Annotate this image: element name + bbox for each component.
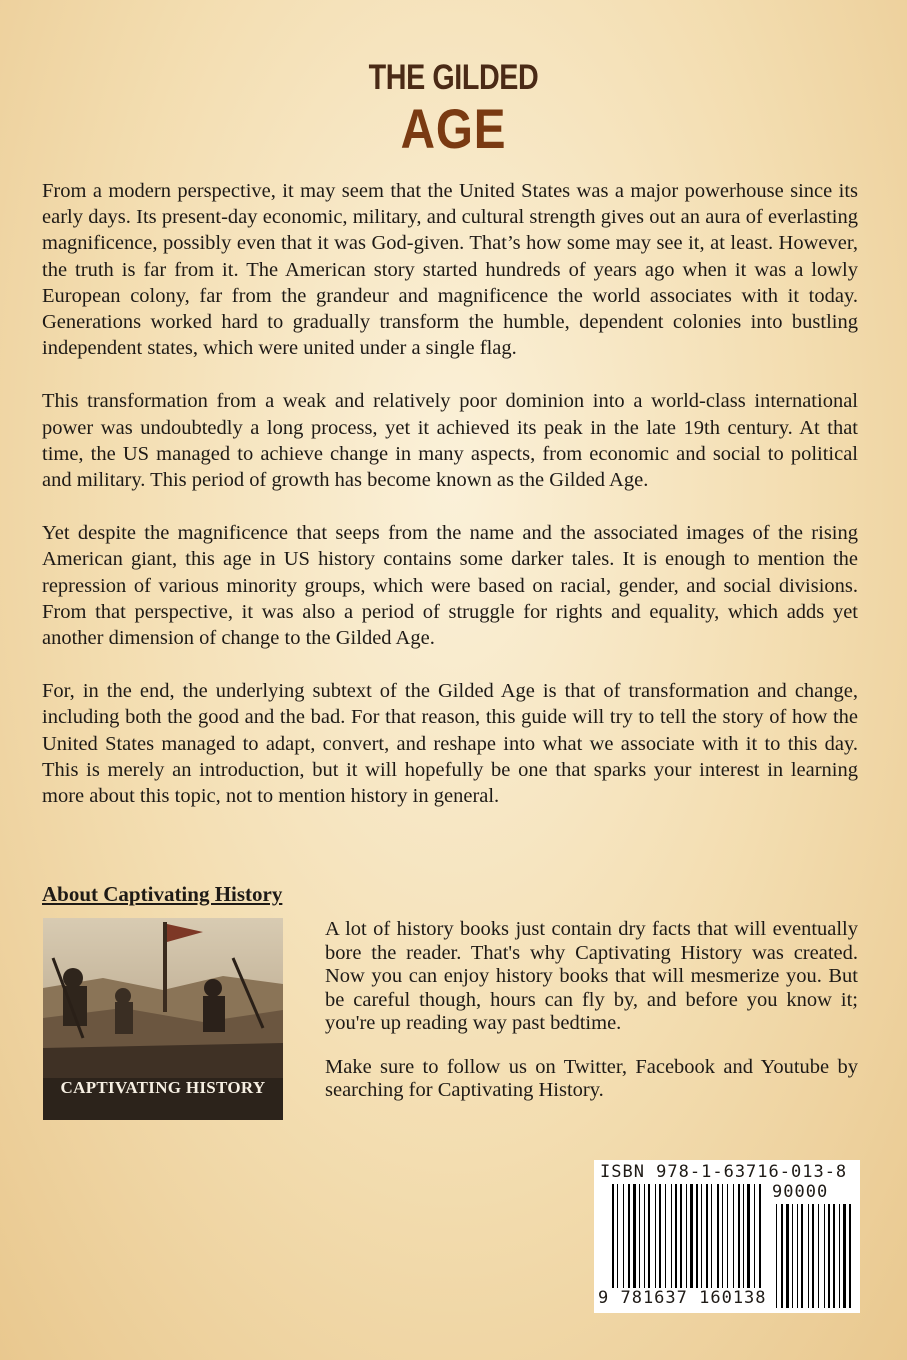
barcode-bar: [655, 1184, 656, 1288]
barcode-bar: [833, 1204, 835, 1308]
barcode-bar: [792, 1204, 793, 1308]
barcode-bar: [623, 1184, 624, 1288]
barcode-bar: [717, 1184, 719, 1288]
title-line-2: AGE: [400, 97, 507, 160]
barcode-bar: [628, 1184, 630, 1288]
paragraph: Yet despite the magnificence that seeps from the name and the associated images of the rising American giant, this age in US history contains some darker tales. It is enough to mention the repression of various minority groups, which were based on racial, gender, and social divisions. From that perspective, it was also a period of struggle for rights and equality, which adds yet another dimension of change to the Gilded Age.: [42, 522, 858, 650]
barcode-bar: [801, 1204, 803, 1308]
barcode-bar: [733, 1184, 734, 1288]
image-banner-text: CAPTIVATING HISTORY: [60, 1078, 266, 1097]
barcode-bar: [818, 1204, 819, 1308]
barcode-bar: [754, 1184, 755, 1288]
barcode-addon-number: 90000: [772, 1182, 829, 1202]
about-text: [325, 918, 858, 1123]
isbn-label: ISBN 978-1-63716-013-8: [600, 1162, 848, 1182]
barcode-bar: [648, 1184, 650, 1288]
barcode-bar: [612, 1184, 614, 1288]
barcode-bar: [696, 1184, 698, 1288]
barcode-bar: [808, 1204, 809, 1308]
barcode-bar: [686, 1184, 687, 1288]
publisher-image: [43, 918, 283, 1120]
barcode-bar: [781, 1204, 783, 1308]
barcode-bar: [786, 1204, 789, 1308]
barcode-bar: [644, 1184, 645, 1288]
barcode-bar: [639, 1184, 640, 1288]
description: [42, 178, 858, 836]
barcode-bar: [727, 1184, 728, 1288]
about-paragraph-2: Make sure to follow us on Twitter, Facebook and Youtube by searching for Captivating History.: [325, 1055, 858, 1101]
barcode-bar: [776, 1204, 777, 1308]
barcode-bar: [839, 1204, 840, 1308]
barcode-bar: [680, 1184, 682, 1288]
barcode-bar: [759, 1184, 761, 1288]
title-line-1: THE GILDED: [368, 58, 539, 97]
barcode-bar: [617, 1184, 618, 1288]
barcode-bar: [812, 1204, 814, 1308]
barcode-bar: [659, 1184, 661, 1288]
barcode-digits: 9 781637 160138: [598, 1288, 767, 1308]
barcode-bar: [738, 1184, 740, 1288]
barcode-bar: [675, 1184, 677, 1288]
paragraph: For, in the end, the underlying subtext of the Gilded Age is that of transformation and change, including both the good and the bad. For that reason, this guide will try to tell the story of how the United States managed to adapt, convert, and reshape into what we associate with it to this day. This is merely an introduction, but it will hopefully be one that sparks your interest in learning more about this topic, not to mention history in general.: [42, 680, 858, 808]
barcode-bar: [701, 1184, 702, 1288]
barcode-bar: [706, 1184, 708, 1288]
barcode-bar: [690, 1184, 693, 1288]
barcode-bar: [828, 1204, 830, 1308]
barcode-bar: [743, 1184, 744, 1288]
barcode-bar: [671, 1184, 672, 1288]
book-title: [0, 58, 907, 158]
barcode-bar: [722, 1184, 723, 1288]
barcode-bar: [849, 1204, 851, 1308]
barcode-bar: [797, 1204, 798, 1308]
paragraph: From a modern perspective, it may seem that the United States was a major powerhouse since its early days. Its present-day economic, military, and cultural strength gives out an aura of everlasting magnificence, possibly even that it was God-given. That’s how some may see it, at least. However, the truth is far from it. The American story started hundreds of years ago when it was a lowly European colony, far from the grandeur and magnificence the world associates with it today. Generations worked hard to gradually transform the humble, dependent colonies into bustling independent states, which were united under a single flag.: [42, 180, 858, 360]
paragraph: This transformation from a weak and relatively poor dominion into a world-class international power was undoubtedly a long process, yet it achieved its peak in the late 19th century. At that time, the US managed to achieve change in many aspects, from economic and social to political and military. This period of growth has become known as the Gilded Age.: [42, 390, 858, 492]
barcode-bar: [843, 1204, 846, 1308]
about-heading: About Captivating History: [42, 882, 283, 906]
barcode-bar: [747, 1184, 750, 1288]
barcode-bar: [633, 1184, 636, 1288]
barcode-bar: [711, 1184, 712, 1288]
barcode-bar: [824, 1204, 825, 1308]
isbn-barcode: [594, 1160, 860, 1313]
barcode-bar: [665, 1184, 666, 1288]
about-paragraph-1: A lot of history books just contain dry facts that will eventually bore the reader. That's why Captivating History was created. Now you can enjoy history books that will mesmerize you. But be careful though, hours can fly by, and before you know it; you're up reading way past bedtime.: [325, 918, 858, 1034]
